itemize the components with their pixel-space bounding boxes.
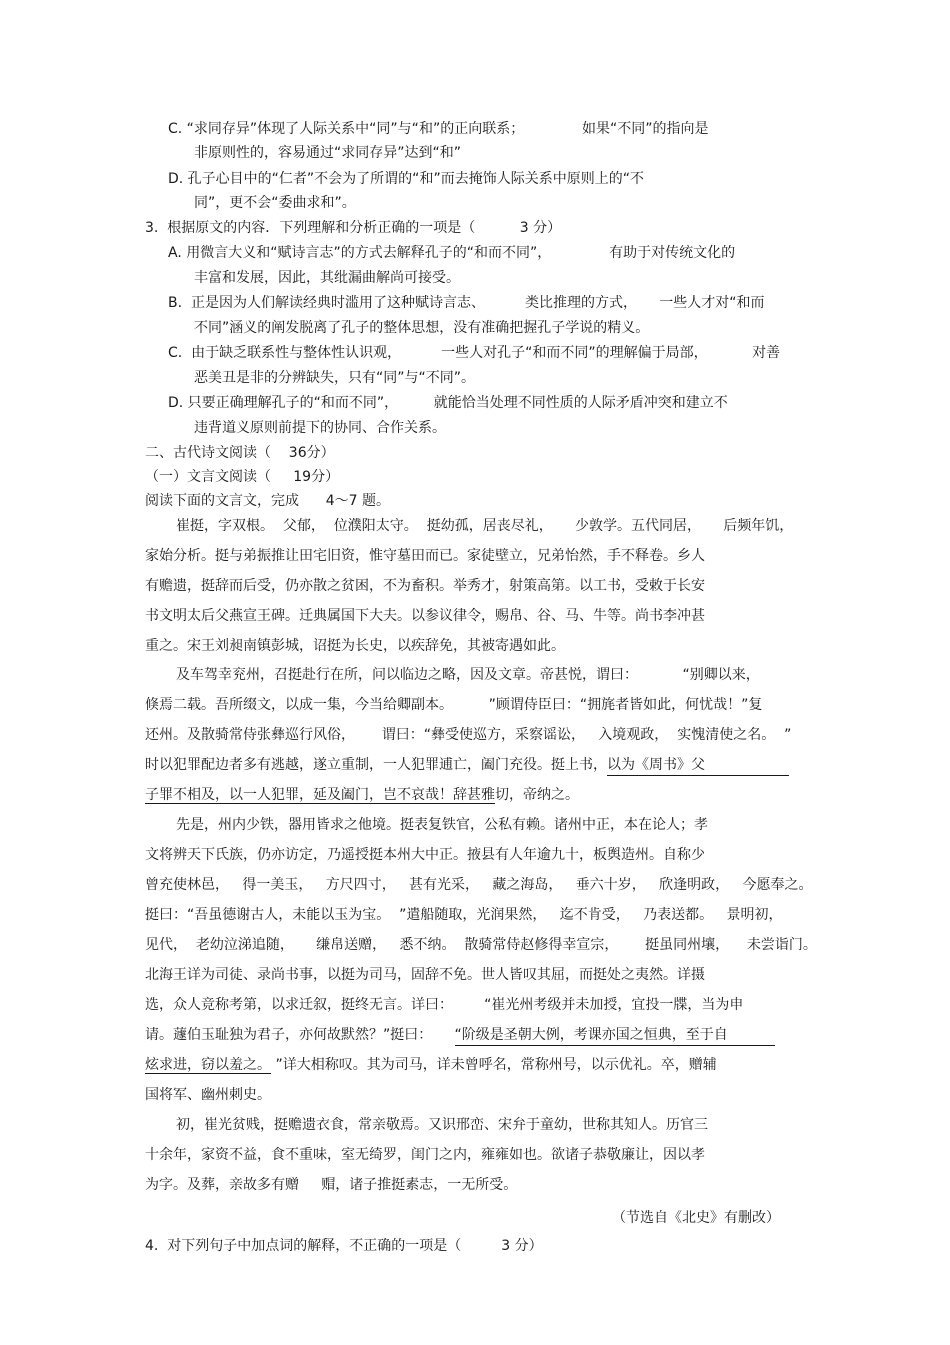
q3-option-a-line1: A. 用微言大义和“赋诗言志”的方式去解释孔子的“和而不同”， 有助于对传统文化的: [168, 245, 736, 261]
passage-text: 时以犯罪配边者多有逃越，遂立重制，一人犯罪逋亡，阖门充役。挺上书，: [145, 757, 607, 773]
passage-line: 十余年，家资不益，食不重味，室无绮罗，闺门之内，雍雍如也。欲诸子恭敬廉让，因以孝: [145, 1147, 705, 1163]
underlined-sentence: “阶级是圣朝大例，考课亦国之恒典，至于自: [455, 1025, 775, 1046]
q3-option-a-line2: 丰富和发展，因此，其纰漏曲解尚可接受。: [194, 270, 460, 286]
passage-source: （节选自《北史》有删改）: [612, 1210, 780, 1226]
passage-line: 及车驾幸兖州，召挺赴行在所，问以临边之略，因及文章。帝甚悦，谓曰： “别卿以来，: [176, 667, 760, 683]
passage-line: 有赡遗，挺辞而后受，仍亦散之贫困，不为畜积。举秀才，射策高第。以工书，受敕于长安: [145, 578, 705, 594]
q2-option-d-line2: 同”，更不会“委曲求和”。: [194, 195, 356, 211]
q3-stem: 3. 根据原文的内容．下列理解和分析正确的一项是（ 3 分）: [145, 220, 562, 236]
q4-stem: 4. 对下列句子中加点词的解释，不正确的一项是（ 3 分）: [145, 1238, 543, 1254]
passage-line: 家始分析。挺与弟振推让田宅旧资，惟守墓田而已。家徒壁立，兄弟怡然，手不释卷。乡人: [145, 548, 705, 564]
passage-text: 请。蘧伯玉耻独为君子，亦何故默然？”挺曰：: [145, 1027, 455, 1043]
passage-line-with-underline: [145, 1055, 717, 1075]
q3-option-b-line2: 不同”涵义的阐发脱离了孔子的整体思想，没有准确把握孔子学说的精义。: [194, 320, 650, 336]
passage-line: 还州。及散骑常侍张彝巡行风俗， 谓曰：“彝受使巡方，采察谣讼， 入境观政， 实愧清使之名。 ”: [145, 727, 792, 743]
passage-line: 文将辨天下氏族，仍亦访定，乃遥授挺本州大中正。掖县有人年逾九十，板舆造州。自称少: [145, 847, 705, 863]
passage-line: 北海王详为司徒、录尚书事，以挺为司马，固辞不免。世人皆叹其屈，而挺处之夷然。详摄: [145, 967, 705, 983]
passage-text: 切，帝纳之。: [495, 787, 579, 803]
passage-line: 书文明太后父燕宣王碑。迁典属国下大夫。以参议律令，赐帛、谷、马、牛等。尚书李冲甚: [145, 608, 705, 624]
passage-line: 崔挺，字双根。 父郁， 位濮阳太守。 挺幼孤，居丧尽礼， 少敦学。五代同居， 后频年饥，: [176, 518, 794, 534]
passage-line-with-underline: [145, 785, 579, 805]
passage-line: 倏焉二载。吾所缀文，以成一集，今当给卿副本。 ”顾谓侍臣曰：“拥旄者皆如此，何忧哉！”复: [145, 697, 763, 713]
underlined-sentence: 子罪不相及，以一人犯罪，延及阖门，岂不哀哉！辞甚雅: [145, 787, 495, 803]
q2-option-c-line1: C. “求同存异”体现了人际关系中“同”与“和”的正向联系； 如果“不同”的指向是: [168, 121, 709, 137]
passage-line: 挺曰：“吾虽德谢古人，未能以玉为宝。 ”遣船随取，光润果然， 迄不肯受， 乃表送都。 景明初，: [145, 907, 783, 923]
passage-line-with-underline: [145, 1025, 775, 1045]
q3-option-d-line1: D. 只要正确理解孔子的“和而不同”， 就能恰当处理不同性质的人际矛盾冲突和建立不: [168, 395, 728, 411]
q3-option-c-line2: 恶美丑是非的分辨缺失，只有“同”与“不同”。: [194, 370, 476, 386]
passage-text: ”详大相称叹。其为司马，详未曾呼名，常称州号，以示优礼。卒，赠辅: [271, 1057, 717, 1073]
passage-line-with-underline: [145, 755, 789, 775]
passage-line: 选，众人竞称考第，以求迁叙，挺终无言。详曰： “崔光州考级并未加授，宜投一牒，当为申: [145, 997, 744, 1013]
underlined-sentence: 炫求进，窃以羞之。: [145, 1057, 271, 1073]
passage-line: 见代， 老幼泣涕追随， 缣帛送赠， 悉不纳。 散骑常侍赵修得幸宣宗， 挺虽同州壤， 未尝诣门。: [145, 937, 817, 953]
q3-option-c-line1: C. 由于缺乏联系性与整体性认识观， 一些人对孔子“和而不同”的理解偏于局部， 对善: [168, 345, 781, 361]
passage-line: 重之。宋王刘昶南镇彭城，诏挺为长史，以疾辞免，其被寄遇如此。: [145, 638, 565, 654]
q3-option-d-line2: 违背道义原则前提下的协同、合作关系。: [194, 420, 446, 436]
section-title: 二、古代诗文阅读（ 36分）: [145, 445, 335, 461]
passage-line: 先是，州内少铁，器用皆求之他境。挺表复铁官，公私有赖。诸州中正，本在论人；孝: [176, 817, 708, 833]
passage-line: 为字。及葬，亲故多有赠 赗，诸子推挺素志，一无所受。: [145, 1177, 518, 1193]
passage-line: 初，崔光贫贱，挺赡遗衣食，常亲敬焉。又识邢峦、宋弁于童幼，世称其知人。历官三: [176, 1117, 708, 1133]
q3-option-b-line1: B. 正是因为人们解读经典时滥用了这种赋诗言志、 类比推理的方式， 一些人才对“和而: [168, 295, 765, 311]
q2-option-d-line1: D. 孔子心目中的“仁者”不会为了所谓的“和”而去掩饰人际关系中原则上的“不: [168, 171, 644, 187]
underlined-sentence: 以为《周书》父: [607, 755, 789, 776]
reading-instruction: 阅读下面的文言文，完成 4～7 题。: [145, 493, 390, 509]
passage-line: 国将军、幽州刺史。: [145, 1087, 271, 1103]
q2-option-c-line2: 非原则性的，容易通过“求同存异”达到“和”: [194, 145, 462, 161]
passage-line: 曾充使林邑， 得一美玉， 方尺四寸， 甚有光采， 藏之海岛， 垂六十岁， 欣逢明政， 今愿奉之。: [145, 877, 813, 893]
section-subtitle: （一）文言文阅读（ 19分）: [145, 469, 340, 485]
